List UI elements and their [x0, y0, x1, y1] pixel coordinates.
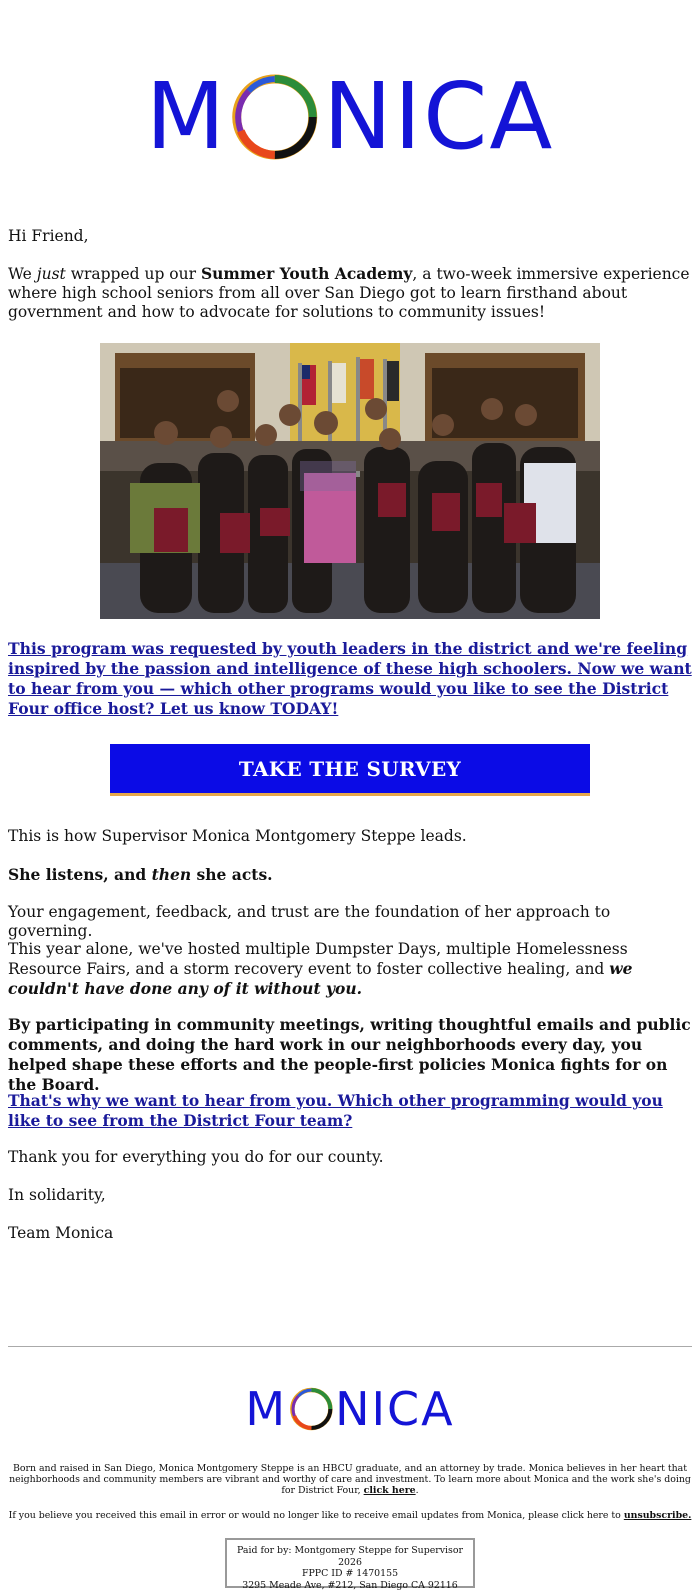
take-survey-button[interactable]: TAKE THE SURVEY: [110, 744, 590, 796]
listens-part-b: she acts.: [191, 865, 273, 884]
footer-divider: [8, 1346, 692, 1347]
intro-just: just: [36, 265, 66, 283]
fppc-line: FPPC ID # 1470155: [301, 1568, 399, 1580]
logo-text-right: NICA: [323, 63, 555, 170]
engagement-paragraph: Your engagement, feedback, and trust are the foundation of her approach to governing.: [8, 903, 611, 940]
hear-from-you-link[interactable]: That's why we want to hear from you. Which other programming would you like to see from the District Four team?: [8, 1091, 663, 1130]
listens-paragraph: [8, 865, 692, 885]
header-logo[interactable]: [146, 62, 555, 172]
logo-text-left: M: [145, 63, 228, 170]
intro-program-name: Summer Youth Academy: [200, 264, 413, 283]
signoff: In solidarity,: [8, 1186, 106, 1204]
hear-link-paragraph[interactable]: [8, 1091, 692, 1131]
footer-bio-text: Born and raised in San Diego, Monica Montgomery Steppe is an HBCU graduate, and an attorney by trade. Monica believes in her heart that neighborhoods and community members are vibrant and worthy of care and investment. To learn more about Monica and the work she's doing for District Four,: [9, 1463, 691, 1497]
listens-part-a: She listens, and: [8, 865, 152, 884]
footer-bio: [8, 1463, 692, 1497]
signature: Team Monica: [8, 1224, 114, 1242]
year-paragraph: [8, 940, 692, 999]
unsubscribe-link[interactable]: unsubscribe.: [623, 1510, 692, 1521]
logo-ring-icon: [227, 69, 323, 165]
footer-bio-end: .: [415, 1485, 419, 1497]
greeting: Hi Friend,: [8, 227, 89, 245]
thanks-paragraph: Thank you for everything you do for our county.: [8, 1148, 384, 1166]
paid-for-box: [225, 1538, 475, 1591]
footer-logo-text-left: M: [245, 1382, 288, 1436]
program-link-paragraph[interactable]: [8, 639, 692, 719]
address-line: 3295 Meade Ave, #212, San Diego CA 92116: [242, 1579, 458, 1591]
intro-we: We: [8, 265, 37, 283]
unsubscribe-text: If you believe you received this email in error or would no longer like to receive email updates from Monica, please click here to: [8, 1510, 624, 1521]
leads-paragraph: This is how Supervisor Monica Montgomery Steppe leads.: [8, 827, 467, 845]
group-photo-illustration: [100, 343, 600, 619]
footer-logo-ring-icon: [287, 1385, 335, 1433]
footer-click-here-link[interactable]: click here: [363, 1485, 416, 1497]
intro-rest: , a two-week immersive experience where high school seniors from all over San Diego got to learn firsthand about government and how to advocate for solutions to community issues!: [8, 265, 690, 321]
year-emphasis: we couldn't have done any of it without you.: [8, 959, 633, 998]
unsubscribe-line: [8, 1510, 692, 1521]
group-photo: [100, 343, 600, 619]
listens-then: then: [151, 865, 192, 884]
program-survey-link[interactable]: This program was requested by youth leaders in the district and we're feeling inspired by the passion and intelligence of these high schoolers. Now we want to hear from you — which other programs would you like to see the District Four office host? Let us know TODAY!: [8, 639, 692, 718]
intro-wrapped: wrapped up our: [65, 265, 201, 283]
participating-text: By participating in community meetings, writing thoughtful emails and public comments, and doing the hard work in our neighborhoods every day, you helped shape these efforts and the people-first policies Monica fights for on the Board.: [8, 1015, 691, 1094]
participating-paragraph: [8, 1015, 692, 1095]
paid-by-line: Paid for by: Montgomery Steppe for Supervisor 2026: [237, 1545, 463, 1568]
year-text: This year alone, we've hosted multiple Dumpster Days, multiple Homelessness Resource Fairs, and a storm recovery event to foster collective healing, and: [8, 940, 628, 978]
intro-paragraph: [8, 264, 692, 322]
footer-logo-text-right: NICA: [335, 1382, 455, 1436]
footer-logo[interactable]: [245, 1381, 454, 1437]
